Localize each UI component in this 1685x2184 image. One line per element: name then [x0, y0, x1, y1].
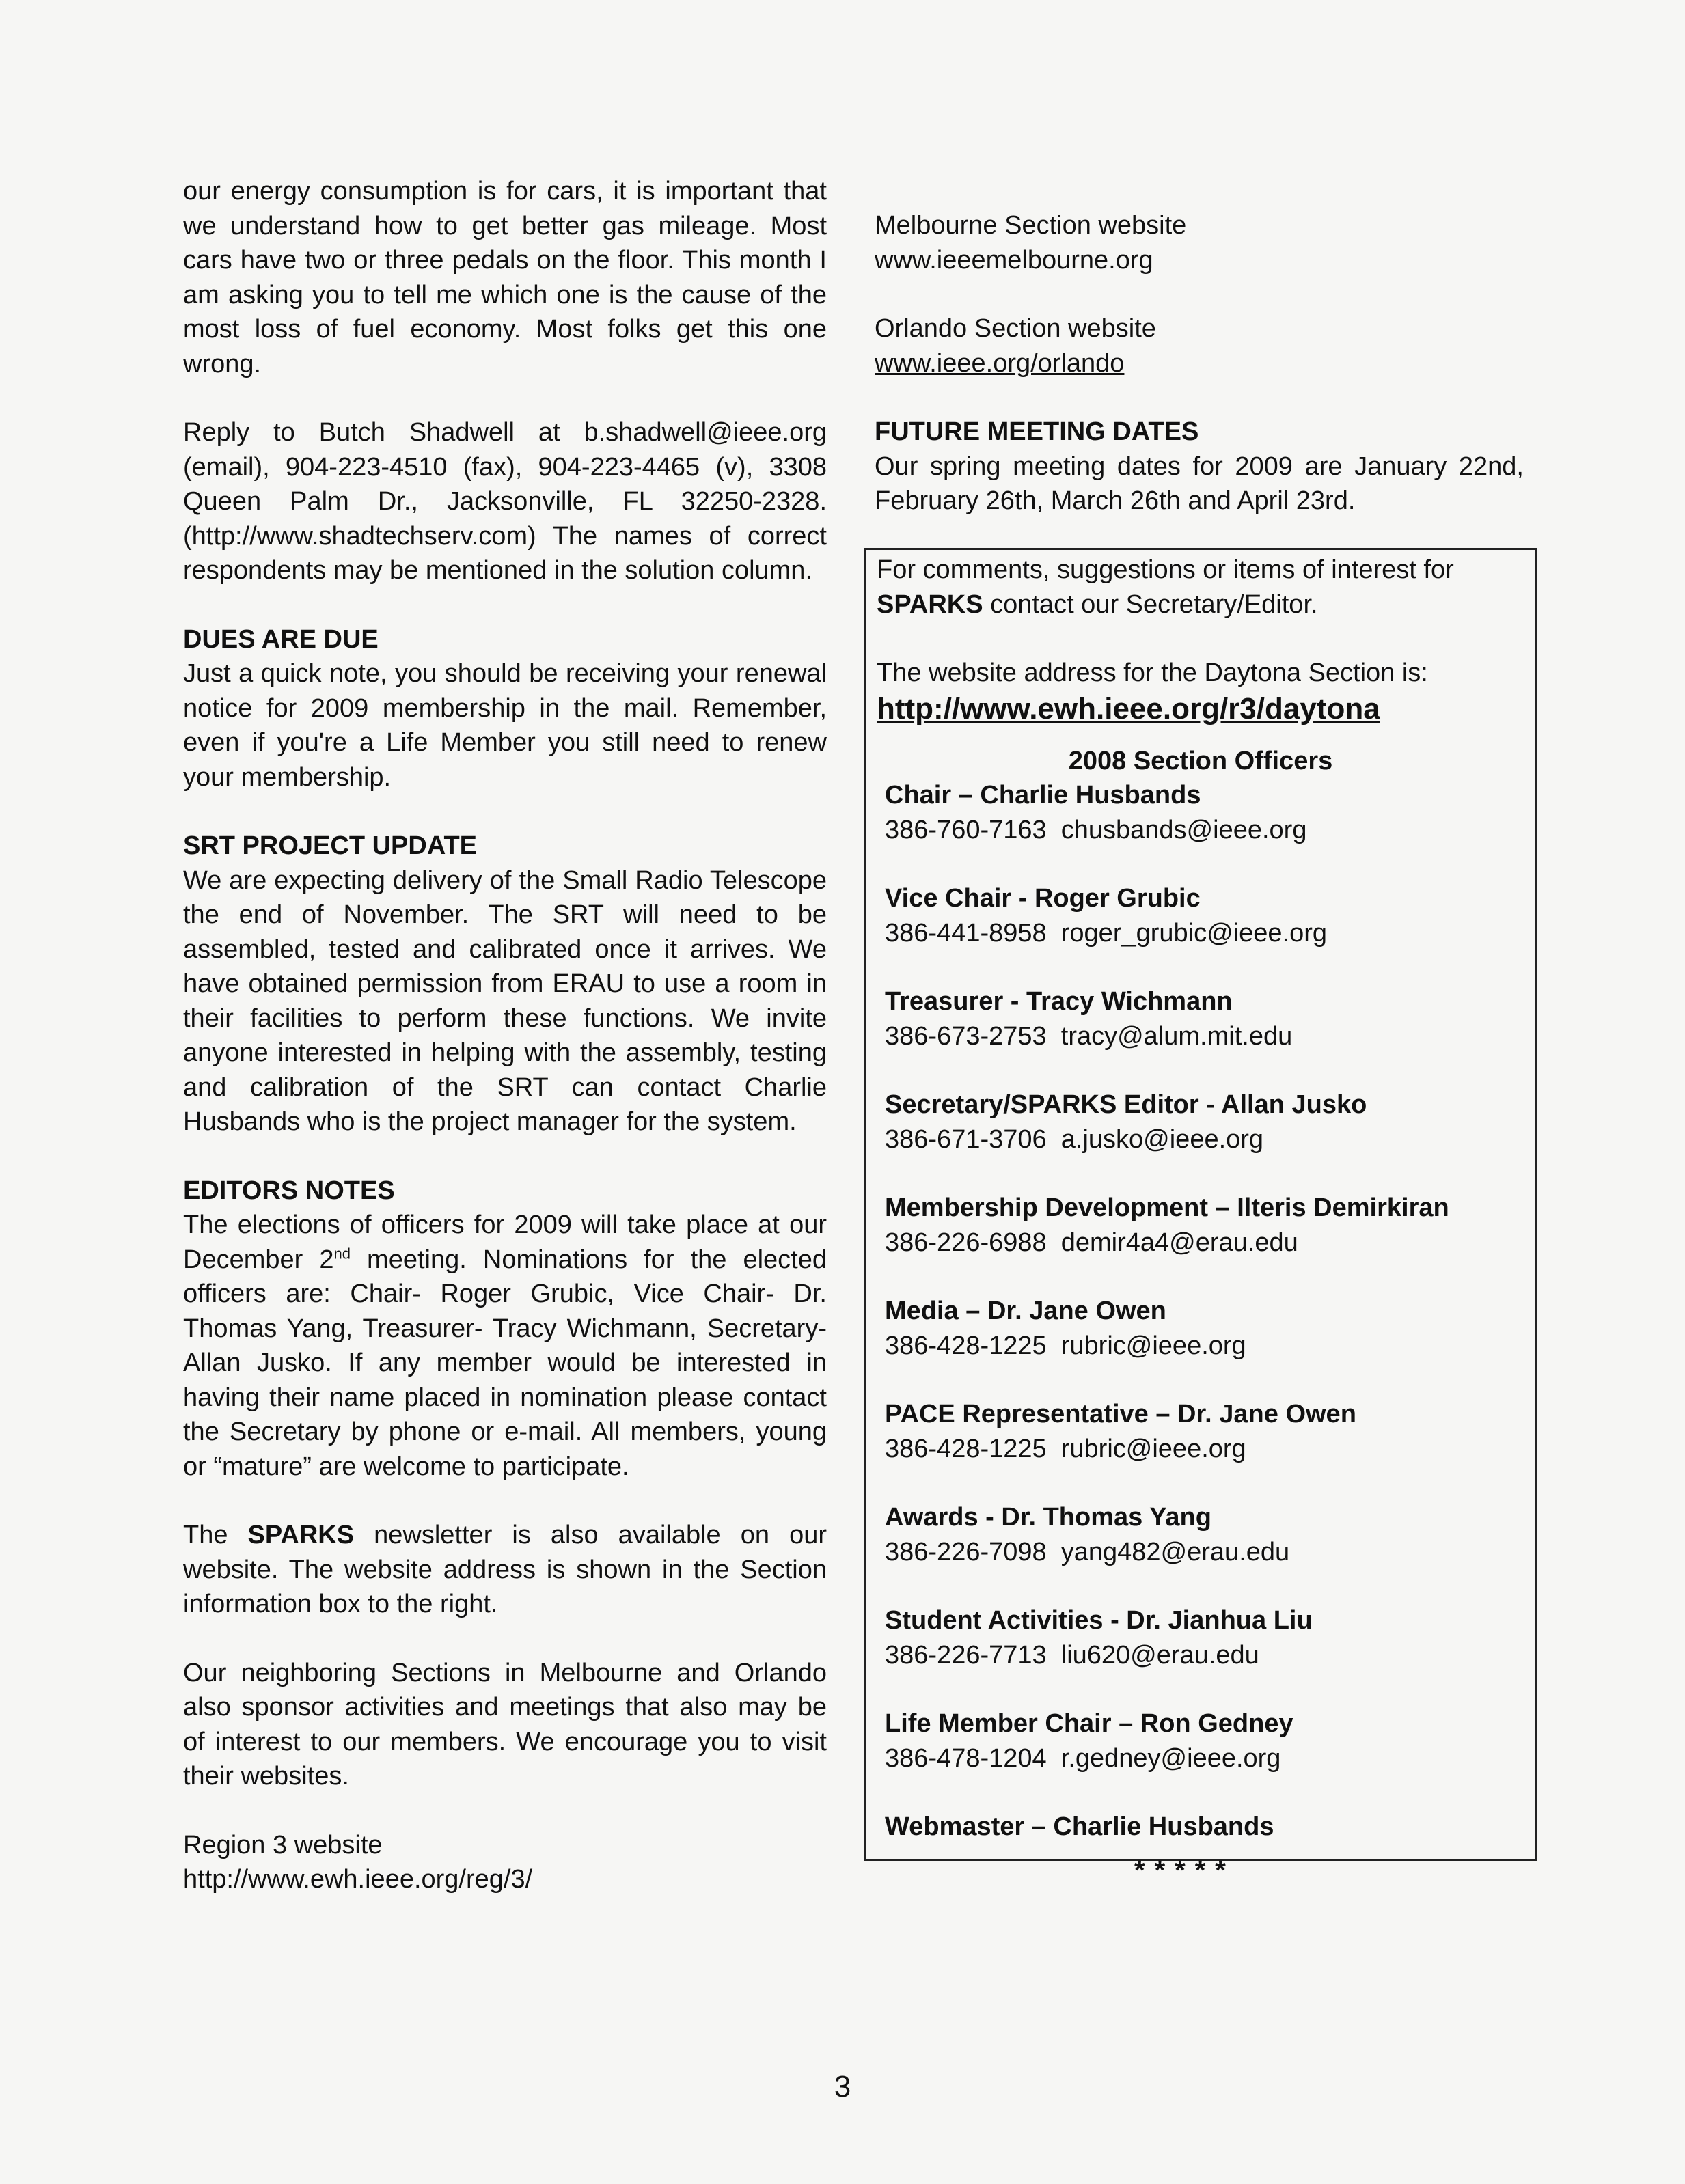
comments-text-2: contact our Secretary/Editor.: [983, 590, 1318, 619]
officer-entry: [877, 1397, 1524, 1466]
sparks-paragraph: [183, 1518, 827, 1622]
officer-entry: [877, 1191, 1524, 1260]
officers-title: 2008 Section Officers: [1068, 746, 1333, 775]
officer-contact: 386-226-7713 liu620@erau.edu: [885, 1640, 1259, 1670]
editors-heading: EDITORS NOTES: [183, 1176, 395, 1205]
officer-entry: [877, 1810, 1524, 1844]
officer-entry: [877, 984, 1524, 1053]
officer-role: Membership Development – Ilteris Demirkiran: [885, 1193, 1449, 1222]
melbourne-link[interactable]: www.ieeemelbourne.org: [875, 245, 1153, 275]
officer-contact: 386-760-7163 chusbands@ieee.org: [885, 815, 1307, 844]
officer-entry: [877, 1294, 1524, 1363]
region-link[interactable]: http://www.ewh.ieee.org/reg/3/: [183, 1865, 533, 1894]
srt-paragraph: We are expecting delivery of the Small Radio Telescope the end of November. The SRT will need to be assembled, tested and calibrated once it arrives. We have obtained permission from ERAU to use a room in their facilities to perform these functions. We invite anyone interested in helping with the assembly, testing and calibration of the SRT can contact Charlie Husbands who is the project manager for the system.: [183, 866, 827, 1136]
sparks-pre: The: [183, 1521, 248, 1549]
officer-role: Media – Dr. Jane Owen: [885, 1297, 1166, 1325]
editors-text-2: meeting. Nominations for the elected officers are: Chair- Roger Grubic, Vice Chair- Dr. Thomas Yang, Treasurer- Tracy Wichmann, Secretary- Allan Jusko. If any member would be interested in having their name placed in nomination please contact the Secretary by phone or e-mail. All members, young or “mature” are welcome to participate.: [183, 1245, 827, 1481]
reply-paragraph: Reply to Butch Shadwell at b.shadwell@ieee.org (email), 904-223-4510 (fax), 904-223-4465 (v), 3308 Queen Palm Dr., Jacksonville, FL 32250-2328. (http://www.shadtechserv.com) The names of correct respondents may be mentioned in the solution column.: [183, 418, 827, 585]
section-divider-stars: *****: [1134, 1855, 1235, 1885]
comments-paragraph: [877, 553, 1524, 622]
officer-role: Treasurer - Tracy Wichmann: [885, 987, 1233, 1016]
page-number: 3: [834, 2070, 851, 2103]
officer-contact: 386-226-7098 yang482@erau.edu: [885, 1537, 1290, 1566]
officer-role: Chair – Charlie Husbands: [885, 781, 1201, 810]
sparks-bold: SPARKS: [247, 1521, 355, 1549]
intro-paragraph: our energy consumption is for cars, it is important that we understand how to get better gas mileage. Most cars have two or three pedals on the floor. This month I am asking you to tell me which one is the cause of the most loss of fuel economy. Most folks get this one wrong.: [183, 177, 827, 378]
srt-heading: SRT PROJECT UPDATE: [183, 831, 478, 860]
orlando-label: Orlando Section website: [875, 314, 1156, 343]
sparks-post: newsletter is also available on our website. The website address is shown in the Section information box to the right.: [183, 1521, 827, 1618]
right-column: [875, 208, 1524, 519]
officer-contact: 386-441-8958 roger_grubic@ieee.org: [885, 918, 1328, 948]
dues-heading: DUES ARE DUE: [183, 624, 379, 654]
officer-list: [877, 778, 1524, 1844]
future-paragraph: Our spring meeting dates for 2009 are January 22nd, February 26th, March 26th and April 23rd.: [875, 452, 1524, 515]
comments-text-1: For comments, suggestions or items of interest for: [877, 555, 1454, 584]
officer-contact: 386-428-1225 rubric@ieee.org: [885, 1331, 1246, 1360]
website-label: The website address for the Daytona Section is:: [877, 659, 1428, 687]
officer-contact: 386-428-1225 rubric@ieee.org: [885, 1434, 1246, 1463]
officer-role: Life Member Chair – Ron Gedney: [885, 1709, 1293, 1738]
officer-role: Student Activities - Dr. Jianhua Liu: [885, 1606, 1313, 1635]
officer-role: Webmaster – Charlie Husbands: [885, 1812, 1274, 1841]
officer-entry: [877, 778, 1524, 847]
melbourne-label: Melbourne Section website: [875, 211, 1187, 240]
left-column: [183, 174, 827, 1897]
officer-contact: 386-226-6988 demir4a4@erau.edu: [885, 1228, 1298, 1257]
officer-role: Vice Chair - Roger Grubic: [885, 884, 1201, 913]
officer-entry: [877, 1500, 1524, 1569]
officer-contact: 386-478-1204 r.gedney@ieee.org: [885, 1743, 1281, 1773]
neighbors-paragraph: Our neighboring Sections in Melbourne and Orlando also sponsor activities and meetings that also may be of interest to our members. We encourage you to visit their websites.: [183, 1658, 827, 1791]
officer-entry: [877, 1603, 1524, 1672]
future-heading: FUTURE MEETING DATES: [875, 417, 1199, 446]
officer-entry: [877, 1706, 1524, 1775]
officer-contact: 386-671-3706 a.jusko@ieee.org: [885, 1124, 1264, 1154]
officer-role: Secretary/SPARKS Editor - Allan Jusko: [885, 1090, 1367, 1119]
officer-contact: 386-673-2753 tracy@alum.mit.edu: [885, 1021, 1293, 1051]
editors-superscript: nd: [333, 1244, 351, 1262]
editors-text-1: The elections of officers for 2009 will take place at our December 2: [183, 1211, 827, 1274]
officer-entry: [877, 1088, 1524, 1157]
orlando-link[interactable]: www.ieee.org/orlando: [875, 348, 1125, 378]
daytona-website-link[interactable]: http://www.ewh.ieee.org/r3/daytona: [877, 691, 1380, 725]
officer-entry: [877, 881, 1524, 950]
region-label: Region 3 website: [183, 1830, 383, 1860]
section-info-box: [864, 548, 1537, 1861]
officer-role: Awards - Dr. Thomas Yang: [885, 1503, 1211, 1532]
comments-bold: SPARKS: [877, 590, 983, 619]
editors-paragraph: [183, 1208, 827, 1484]
officer-role: PACE Representative – Dr. Jane Owen: [885, 1400, 1356, 1428]
dues-paragraph: Just a quick note, you should be receiving your renewal notice for 2009 membership in the mail. Remember, even if you're a Life Member you still need to renew your membership.: [183, 659, 827, 792]
